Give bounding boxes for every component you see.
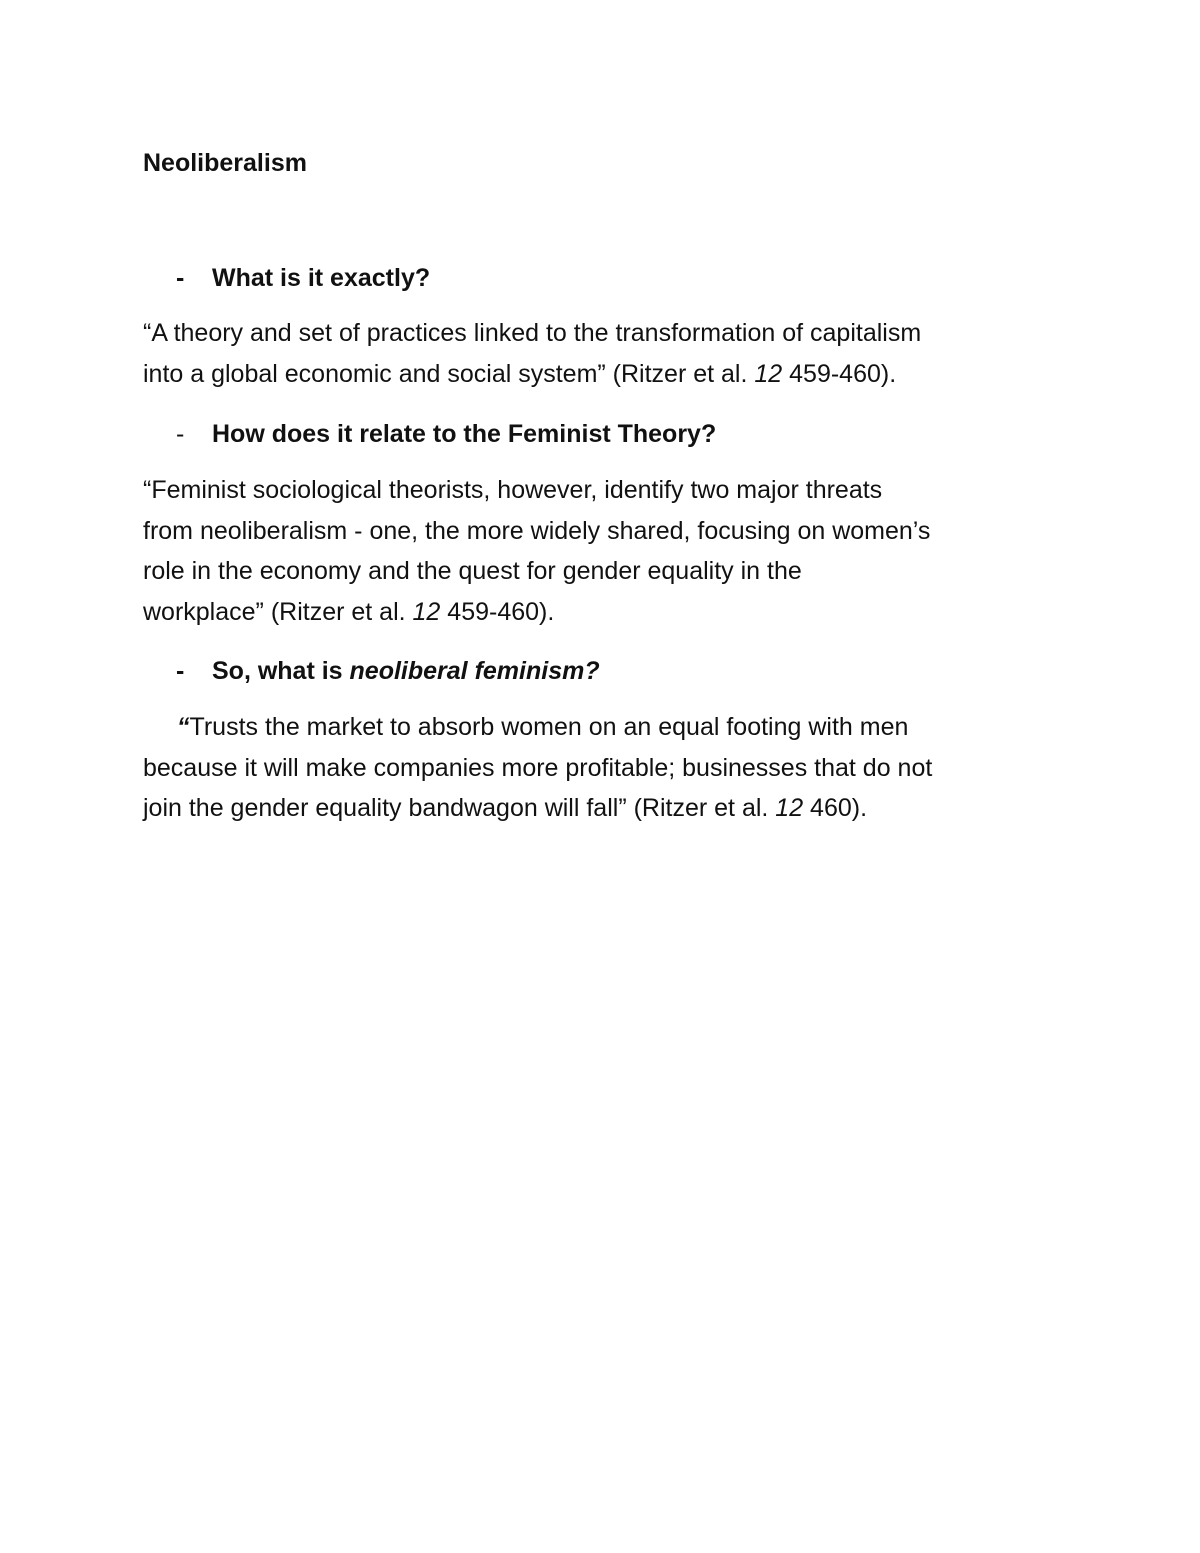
bullet-dash: - (176, 657, 185, 685)
question-emphasis: neoliberal feminism? (349, 657, 600, 685)
volume-number: 12 (754, 359, 783, 388)
bullet-dash: - (176, 420, 185, 448)
volume-number: 12 (775, 794, 804, 822)
bullet-dash: - (176, 264, 185, 292)
answer-line: “Feminist sociological theorists, however, identify two major threats (143, 476, 883, 504)
question-3 (176, 653, 600, 689)
answer-2 (143, 470, 1073, 632)
answer-line: workplace” (Ritzer et al. 12 459-460). (143, 597, 555, 626)
answer-1 (143, 313, 1073, 394)
document-title: Neoliberalism (143, 149, 307, 177)
question-text: What is it exactly? (212, 264, 431, 292)
answer-line: “A theory and set of practices linked to the transformation of capitalism (143, 319, 922, 347)
volume-number: 12 (412, 597, 441, 626)
answer-line: join the gender equality bandwagon will fall” (Ritzer et al. 12 460). (143, 794, 868, 822)
answer-line: into a global economic and social system” (Ritzer et al. 12 459-460). (143, 359, 897, 388)
question-text: How does it relate to the Feminist Theory? (212, 420, 717, 448)
answer-3 (143, 707, 1073, 829)
answer-line: from neoliberalism - one, the more widely shared, focusing on women’s (143, 516, 931, 545)
answer-line: role in the economy and the quest for gender equality in the (143, 557, 802, 585)
question-2 (176, 416, 716, 452)
question-1 (176, 260, 430, 296)
question-text: So, what is neoliberal feminism? (212, 657, 600, 685)
answer-line: “Trusts the market to absorb women on an equal footing with men (177, 713, 909, 741)
answer-line: because it will make companies more profitable; businesses that do not (143, 753, 933, 782)
